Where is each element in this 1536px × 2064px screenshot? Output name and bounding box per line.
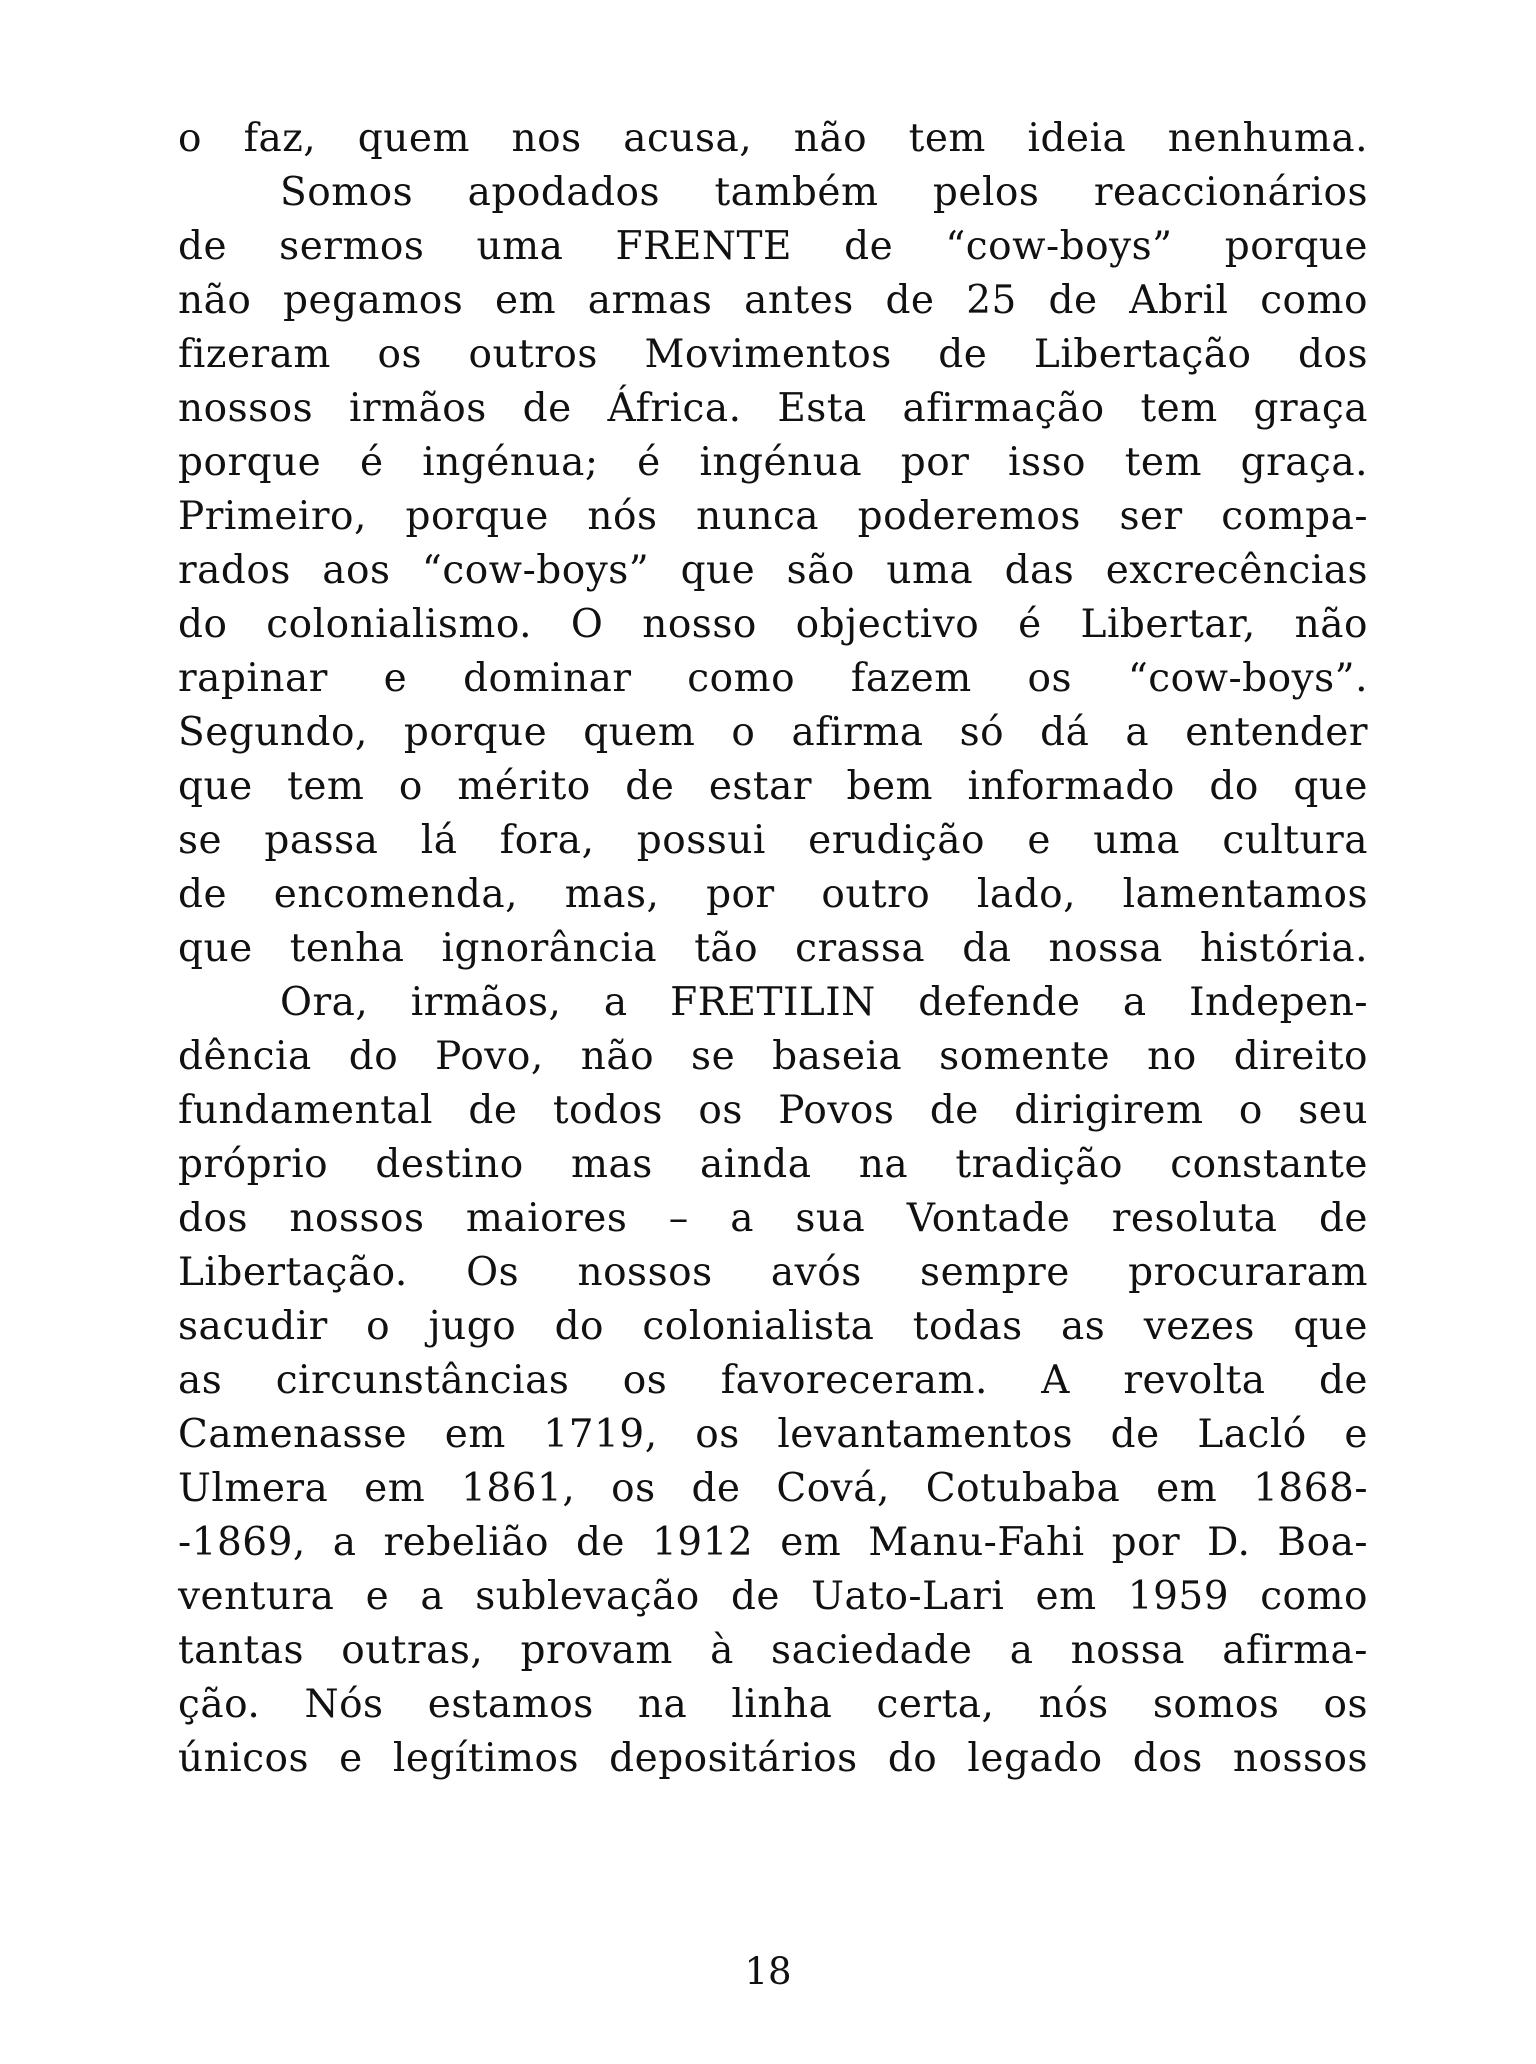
text-line: o faz, quem nos acusa, não tem ideia nenhuma.: [178, 116, 1368, 161]
text-line: Primeiro, porque nós nunca poderemos ser compa-: [178, 494, 1368, 539]
text-line: se passa lá fora, possui erudição e uma cultura: [178, 818, 1368, 863]
text-line: Somos apodados também pelos reaccionários: [280, 170, 1368, 215]
body-text: [178, 112, 1368, 1786]
text-line: de sermos uma FRENTE de “cow-boys” porque: [178, 224, 1368, 269]
text-line: rapinar e dominar como fazem os “cow-boys”.: [178, 656, 1368, 701]
text-line: Segundo, porque quem o afirma só dá a entender: [178, 710, 1368, 755]
text-line: porque é ingénua; é ingénua por isso tem graça.: [178, 440, 1368, 485]
text-line: as circunstâncias os favoreceram. A revolta de: [178, 1358, 1368, 1403]
page-number: 18: [744, 1950, 792, 1993]
text-line: que tenha ignorância tão crassa da nossa história.: [178, 926, 1368, 971]
text-line: -1869, a rebelião de 1912 em Manu-Fahi por D. Boa-: [178, 1520, 1368, 1565]
text-line: Ora, irmãos, a FRETILIN defende a Indepen-: [280, 980, 1368, 1025]
text-line: de encomenda, mas, por outro lado, lamentamos: [178, 872, 1368, 917]
text-line: fizeram os outros Movimentos de Libertação dos: [178, 332, 1368, 377]
text-line: únicos e legítimos depositários do legado dos nossos: [178, 1736, 1368, 1781]
text-line: que tem o mérito de estar bem informado do que: [178, 764, 1368, 809]
text-line: fundamental de todos os Povos de dirigirem o seu: [178, 1088, 1368, 1133]
text-line: dência do Povo, não se baseia somente no direito: [178, 1034, 1368, 1079]
text-line: próprio destino mas ainda na tradição constante: [178, 1142, 1368, 1187]
text-line: não pegamos em armas antes de 25 de Abril como: [178, 278, 1368, 323]
text-line: tantas outras, provam à saciedade a nossa afirma-: [178, 1628, 1368, 1673]
text-line: ventura e a sublevação de Uato-Lari em 1959 como: [178, 1574, 1368, 1619]
text-line: do colonialismo. O nosso objectivo é Libertar, não: [178, 602, 1368, 647]
text-line: Ulmera em 1861, os de Cová, Cotubaba em 1868-: [178, 1466, 1368, 1511]
text-line: rados aos “cow-boys” que são uma das excrecências: [178, 548, 1368, 593]
text-line: ção. Nós estamos na linha certa, nós somos os: [178, 1682, 1368, 1727]
text-line: Camenasse em 1719, os levantamentos de Lacló e: [178, 1412, 1368, 1457]
text-line: Libertação. Os nossos avós sempre procuraram: [178, 1250, 1368, 1295]
text-line: nossos irmãos de África. Esta afirmação tem graça: [178, 386, 1368, 431]
text-line: sacudir o jugo do colonialista todas as vezes que: [178, 1304, 1368, 1349]
text-line: dos nossos maiores – a sua Vontade resoluta de: [178, 1196, 1368, 1241]
